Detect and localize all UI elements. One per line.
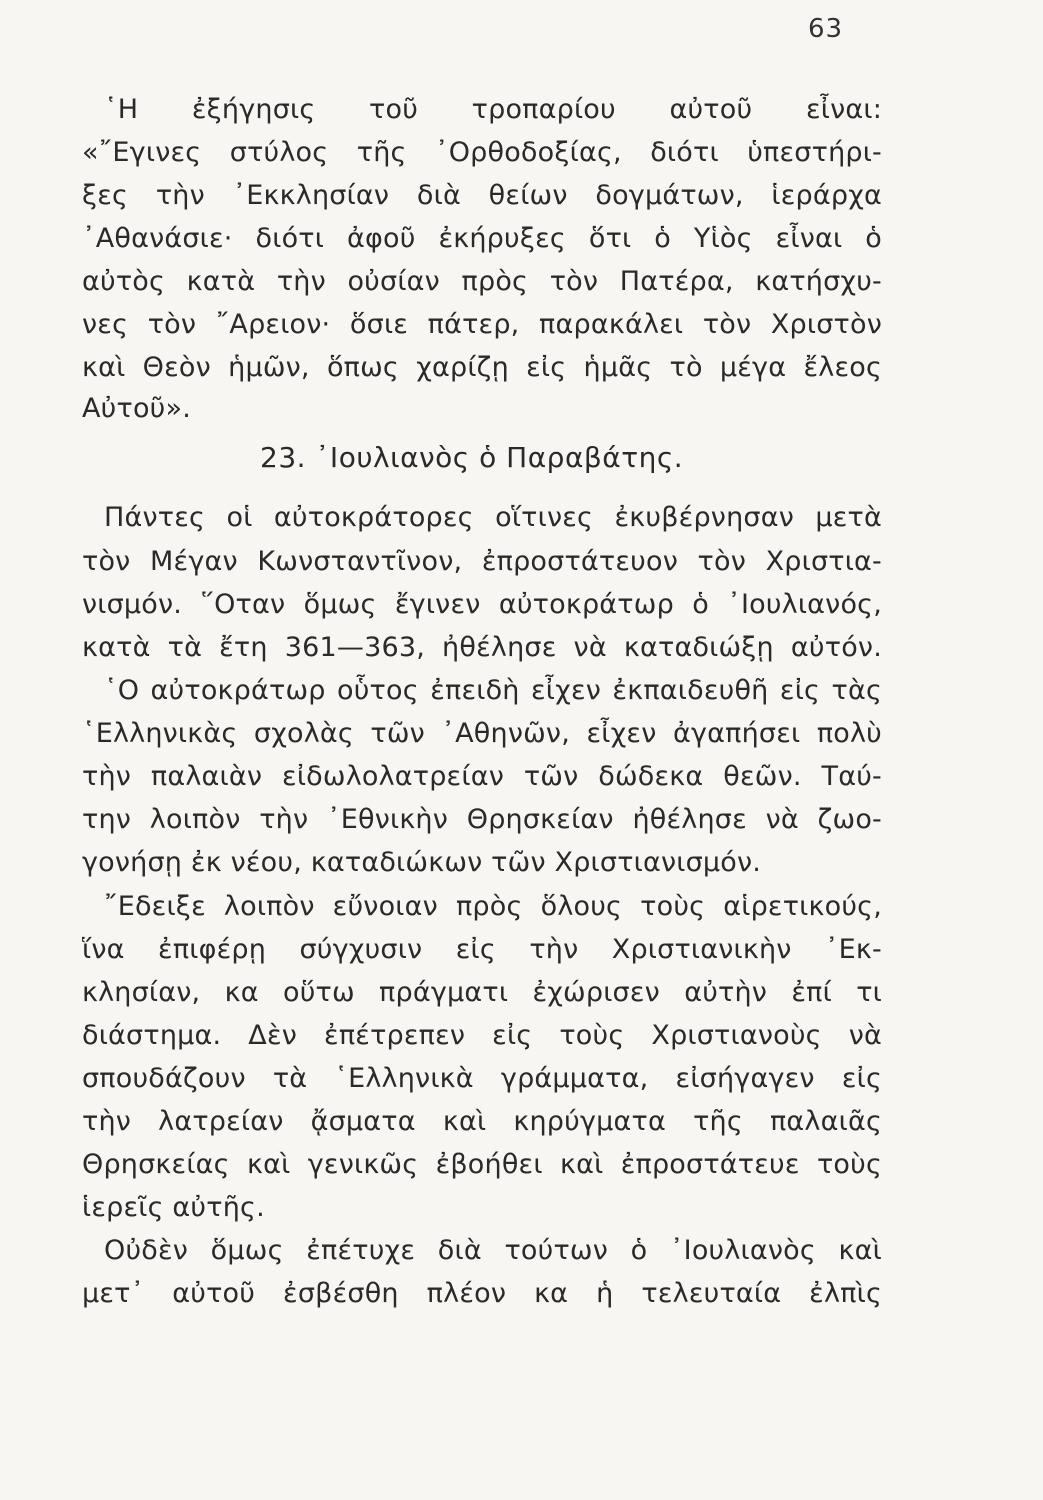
text-line: ῾Η ἐξήγησις τοῦ τροπαρίου αὐτοῦ εἶναι:	[104, 94, 882, 125]
text-line: σπουδάζουν τὰ ῾Ελληνικὰ γράμματα, εἰσήγαγεν εἰς	[82, 1063, 882, 1094]
text-line: Αὐτοῦ».	[82, 393, 191, 424]
text-line: νισμόν. ῞Οταν ὅμως ἔγινεν αὐτοκράτωρ ὁ ᾿Ιουλιανός,	[82, 589, 882, 620]
text-line: ξες τὴν ᾿Εκκλησίαν διὰ θείων δογμάτων, ἱεράρχα	[82, 180, 882, 211]
text-line: ἵνα ἐπιφέρῃ σύγχυσιν εἰς τὴν Χριστιανικὴν ᾿Εκ-	[82, 934, 882, 965]
text-line: γονήσῃ ἐκ νέου, καταδιώκων τῶν Χριστιανισμόν.	[82, 847, 762, 878]
text-line: Πάντες οἱ αὐτοκράτορες οἵτινες ἐκυβέρνησαν μετὰ	[104, 502, 882, 533]
text-line: νες τὸν ῎Αρειον· ὅσιε πάτερ, παρακάλει τὸν Χριστὸν	[82, 309, 882, 340]
text-line: «῎Εγινες στύλος τῆς ᾿Ορθοδοξίας, διότι ὑπεστήρι-	[82, 137, 882, 168]
text-line: μετ᾿ αὐτοῦ ἐσβέσθη πλέον κα ἡ τελευταία ἐλπὶς	[82, 1278, 882, 1309]
text-line: αὐτὸς κατὰ τὴν οὐσίαν πρὸς τὸν Πατέρα, κατήσχυ-	[82, 266, 882, 297]
text-line: καὶ Θεὸν ἡμῶν, ὅπως χαρίζῃ εἰς ἡμᾶς τὸ μέγα ἔλεος	[82, 352, 882, 383]
text-line: ῾Ο αὐτοκράτωρ οὗτος ἐπειδὴ εἶχεν ἐκπαιδευθῆ εἰς τὰς	[104, 675, 882, 706]
text-line: τὸν Μέγαν Κωνσταντῖνον, ἐπροστάτευον τὸν Χριστια-	[82, 546, 882, 577]
section-heading: 23. ᾿Ιουλιανὸς ὁ Παραβάτης.	[260, 441, 684, 474]
text-line: Οὐδὲν ὅμως ἐπέτυχε διὰ τούτων ὁ ᾿Ιουλιανὸς καὶ	[104, 1235, 882, 1266]
text-line: τὴν λατρείαν ᾄσματα καὶ κηρύγματα τῆς παλαιᾶς	[82, 1106, 882, 1137]
text-line: κλησίαν, κα οὕτω πράγματι ἐχώρισεν αὐτὴν ἐπί τι	[82, 977, 882, 1008]
text-line: τὴν παλαιὰν εἰδωλολατρείαν τῶν δώδεκα θεῶν. Ταύ-	[82, 761, 882, 792]
text-line: ᾿Αθανάσιε· διότι ἀφοῦ ἐκήρυξες ὅτι ὁ Υἱὸς εἶναι ὁ	[82, 223, 882, 254]
page-number: 63	[808, 14, 844, 44]
text-line: κατὰ τὰ ἔτη 361—363, ἠθέλησε νὰ καταδιώξῃ αὐτόν.	[82, 632, 882, 663]
text-line: Θρησκείας καὶ γενικῶς ἐβοήθει καὶ ἐπροστάτευε τοὺς	[82, 1149, 882, 1180]
text-line: ἱερεῖς αὐτῆς.	[82, 1192, 265, 1223]
text-line: διάστημα. Δὲν ἐπέτρεπεν εἰς τοὺς Χριστιανοὺς νὰ	[82, 1020, 882, 1051]
text-line: την λοιπὸν τὴν ᾿Εθνικὴν Θρησκείαν ἠθέλησε νὰ ζωο-	[82, 804, 882, 835]
text-line: ῾Ελληνικὰς σχολὰς τῶν ᾿Αθηνῶν, εἶχεν ἀγαπήσει πολὺ	[82, 718, 882, 749]
text-line: ῎Εδειξε λοιπὸν εὔνοιαν πρὸς ὅλους τοὺς αἱρετικούς,	[104, 891, 882, 922]
